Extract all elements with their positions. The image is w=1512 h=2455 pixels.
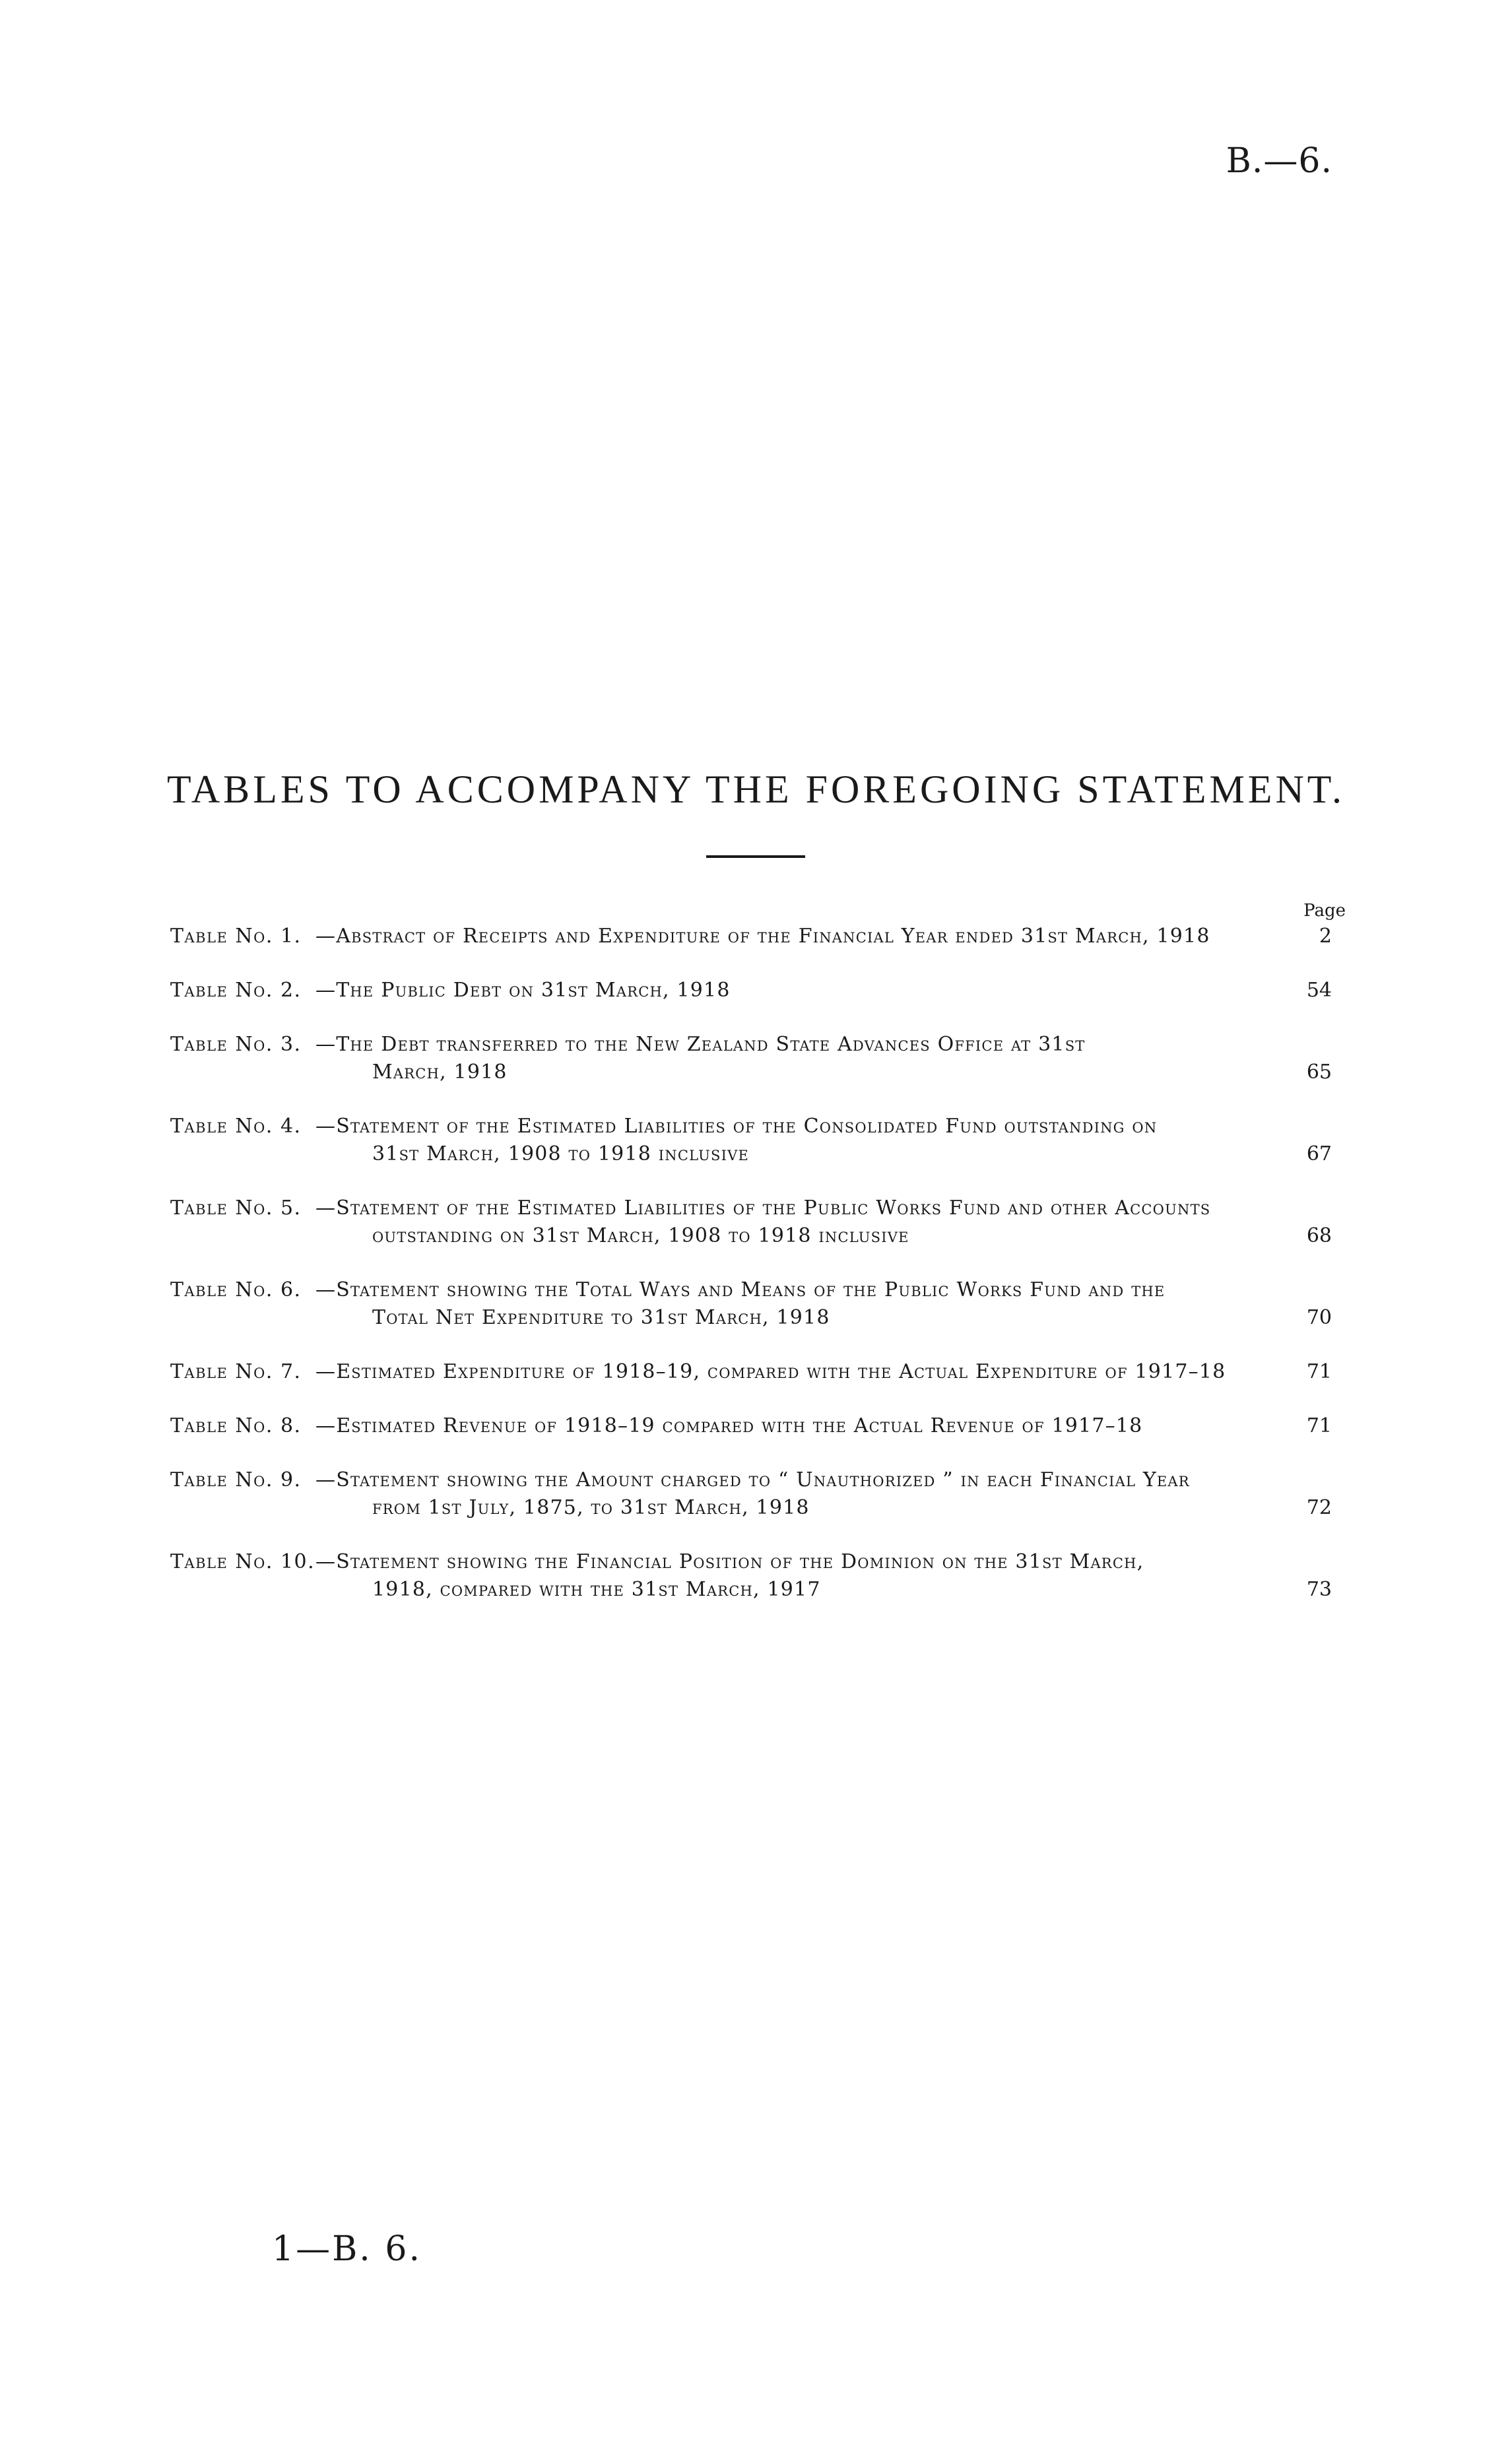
page-reference: B.—6. xyxy=(1226,141,1332,181)
toc-entry-label: Table No. 2. xyxy=(170,979,302,1002)
title-rule xyxy=(706,855,805,858)
toc-entry[interactable] xyxy=(170,1195,1332,1250)
toc-entry[interactable] xyxy=(170,1358,1332,1386)
toc-entry[interactable] xyxy=(170,1412,1332,1440)
toc-entry-title-line2: 1918, compared with the 31st March, 1917 xyxy=(372,1578,821,1601)
toc-entry-title xyxy=(170,1113,1332,1140)
toc-entry-title xyxy=(170,1358,1332,1386)
toc-entry-label: Table No. 4. xyxy=(170,1115,302,1138)
toc-entry-title-line1: —Statement showing the Total Ways and Means of the Public Works Fund and the xyxy=(315,1278,1166,1301)
toc-entry-title xyxy=(170,1276,1332,1304)
toc-entry-title-line1: —Statement showing the Amount charged to “ Unauthorized ” in each Financial Year xyxy=(315,1468,1190,1491)
table-of-contents xyxy=(170,923,1332,1630)
toc-entry-title-line1: —Estimated Revenue of 1918–19 compared with the Actual Revenue of 1917–18 xyxy=(315,1414,1143,1437)
page-title: TABLES TO ACCOMPANY THE FOREGOING STATEMENT. xyxy=(167,768,1345,811)
toc-entry-title xyxy=(170,1412,1332,1440)
toc-entry-label: Table No. 6. xyxy=(170,1278,302,1301)
toc-entry[interactable] xyxy=(170,1031,1332,1086)
toc-entry-title-line1: —Statement showing the Financial Position of the Dominion on the 31st March, xyxy=(315,1550,1144,1573)
page-column-header: Page xyxy=(1303,901,1346,921)
toc-entry-label: Table No. 8. xyxy=(170,1414,302,1437)
toc-entry-title-line1: —Statement of the Estimated Liabilities of the Consolidated Fund outstanding on xyxy=(315,1115,1158,1138)
toc-entry-label: Table No. 7. xyxy=(170,1360,302,1383)
toc-entry-page: 65 xyxy=(1306,1061,1332,1084)
toc-entry-page: 71 xyxy=(1306,1414,1332,1437)
toc-entry-page: 73 xyxy=(1306,1578,1332,1601)
toc-entry-page: 67 xyxy=(1306,1142,1332,1165)
toc-entry[interactable] xyxy=(170,977,1332,1004)
toc-entry-title-line2: 31st March, 1908 to 1918 inclusive xyxy=(372,1142,749,1165)
signature-mark: 1—B. 6. xyxy=(272,2229,422,2269)
toc-entry-page: 72 xyxy=(1306,1496,1332,1519)
toc-entry-label: Table No. 1. xyxy=(170,925,302,948)
toc-entry-title-line1: —Abstract of Receipts and Expenditure of the Financial Year ended 31st March, 1918 xyxy=(315,925,1210,948)
toc-entry-title-line1: —The Public Debt on 31st March, 1918 xyxy=(315,979,731,1002)
toc-entry-label: Table No. 9. xyxy=(170,1468,302,1491)
toc-entry-title xyxy=(170,1466,1332,1494)
toc-entry-page: 68 xyxy=(1306,1224,1332,1247)
toc-entry[interactable] xyxy=(170,1548,1332,1604)
toc-entry-title-line1: —The Debt transferred to the New Zealand State Advances Office at 31st xyxy=(315,1033,1086,1056)
toc-entry-title xyxy=(170,1548,1332,1576)
toc-entry-title xyxy=(170,923,1332,950)
toc-entry-title xyxy=(170,977,1332,1004)
toc-entry-title-line2: Total Net Expenditure to 31st March, 1918 xyxy=(372,1306,830,1329)
toc-entry-page: 54 xyxy=(1306,979,1332,1002)
toc-entry[interactable] xyxy=(170,1113,1332,1168)
toc-entry-label: Table No. 3. xyxy=(170,1033,302,1056)
toc-entry[interactable] xyxy=(170,923,1332,950)
toc-entry-label: Table No. 10. xyxy=(170,1550,315,1573)
toc-entry-title-line1: —Statement of the Estimated Liabilities of the Public Works Fund and other Accounts xyxy=(315,1196,1211,1220)
toc-entry-label: Table No. 5. xyxy=(170,1196,302,1220)
toc-entry[interactable] xyxy=(170,1276,1332,1332)
toc-entry[interactable] xyxy=(170,1466,1332,1522)
toc-entry-page: 71 xyxy=(1306,1360,1332,1383)
toc-entry-page: 70 xyxy=(1306,1306,1332,1329)
toc-entry-title-line2: outstanding on 31st March, 1908 to 1918 inclusive xyxy=(372,1224,909,1247)
toc-entry-title xyxy=(170,1031,1332,1059)
toc-entry-title-line2: March, 1918 xyxy=(372,1061,508,1084)
toc-entry-title xyxy=(170,1195,1332,1222)
toc-entry-title-line1: —Estimated Expenditure of 1918–19, compared with the Actual Expenditure of 1917–18 xyxy=(315,1360,1226,1383)
toc-entry-title-line2: from 1st July, 1875, to 31st March, 1918 xyxy=(372,1496,810,1519)
toc-entry-page: 2 xyxy=(1319,925,1332,948)
